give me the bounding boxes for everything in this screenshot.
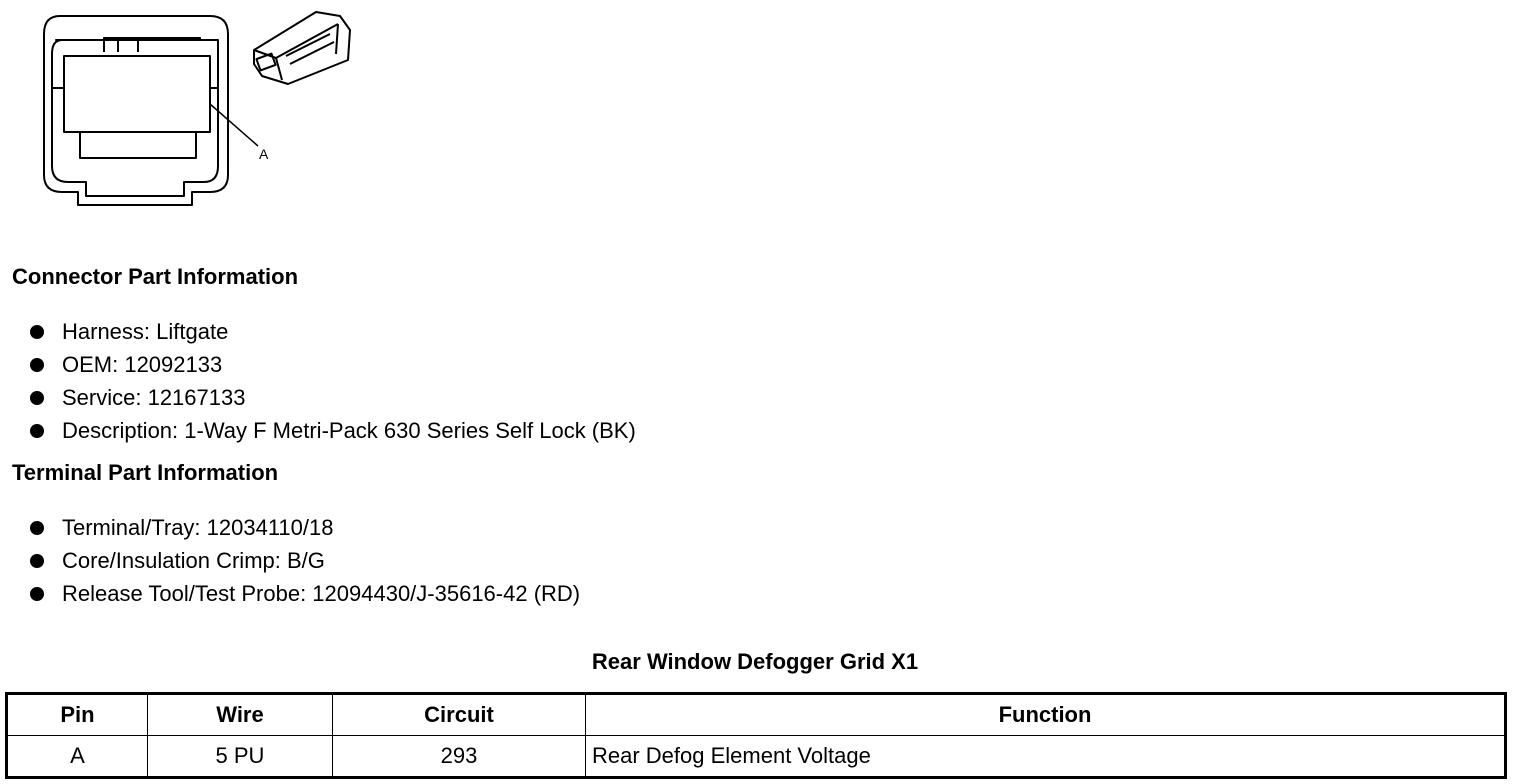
list-item: Core/Insulation Crimp: B/G <box>30 544 580 577</box>
connector-face-diagram <box>0 0 380 230</box>
terminal-cavity-a <box>64 56 210 132</box>
connector-isometric-view <box>254 12 350 84</box>
cell-function: Rear Defog Element Voltage <box>586 736 1506 778</box>
pinout-table <box>5 692 1507 779</box>
terminal-part-info-list <box>30 511 580 610</box>
column-header-wire: Wire <box>148 694 333 736</box>
column-header-function: Function <box>586 694 1506 736</box>
cell-wire: 5 PU <box>148 736 333 778</box>
bullet-icon <box>30 391 44 405</box>
cell-pin: A <box>7 736 148 778</box>
connector-part-info-list <box>30 315 636 447</box>
list-item: Harness: Liftgate <box>30 315 636 348</box>
bullet-icon <box>30 554 44 568</box>
table-header-row <box>7 694 1506 736</box>
cell-circuit: 293 <box>333 736 586 778</box>
connector-part-info-heading: Connector Part Information <box>12 264 299 289</box>
list-item: Service: 12167133 <box>30 381 636 414</box>
bullet-icon <box>30 424 44 438</box>
connector-inner-frame <box>52 40 218 196</box>
bullet-icon <box>30 587 44 601</box>
list-item: Release Tool/Test Probe: 12094430/J-35616-42 (RD) <box>30 577 580 610</box>
table-title: Rear Window Defogger Grid X1 <box>591 649 919 674</box>
terminal-part-info-heading: Terminal Part Information <box>12 460 279 485</box>
connector-housing-outline <box>44 16 228 205</box>
list-item: Terminal/Tray: 12034110/18 <box>30 511 580 544</box>
list-item: Description: 1-Way F Metri-Pack 630 Series Self Lock (BK) <box>30 414 636 447</box>
list-item: OEM: 12092133 <box>30 348 636 381</box>
table-row <box>7 736 1506 778</box>
column-header-pin: Pin <box>7 694 148 736</box>
bullet-icon <box>30 521 44 535</box>
callout-label-a: A <box>259 146 269 162</box>
bullet-icon <box>30 358 44 372</box>
column-header-circuit: Circuit <box>333 694 586 736</box>
bullet-icon <box>30 325 44 339</box>
